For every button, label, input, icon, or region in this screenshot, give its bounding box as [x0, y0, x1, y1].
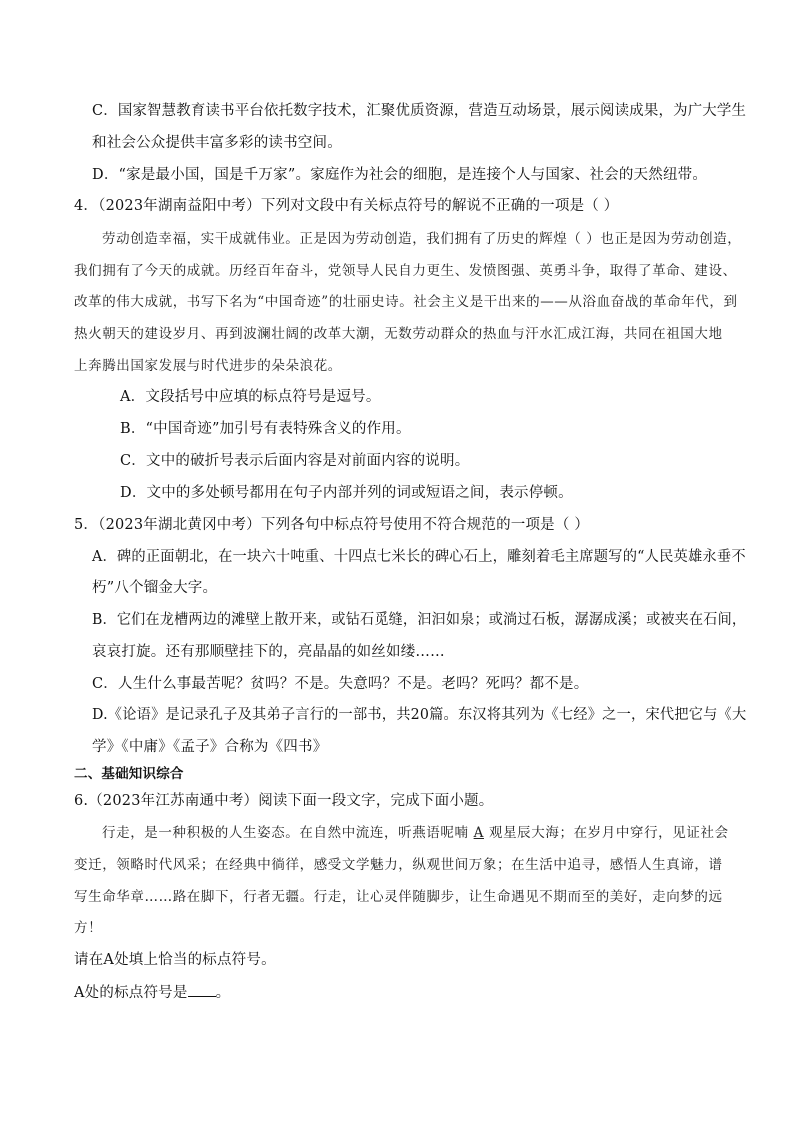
- q6-passage-text: 行走，是一种积极的人生姿态。在自然中流连，听燕语呢喃: [102, 825, 469, 841]
- q6-answer-end: 。: [215, 985, 231, 1001]
- q4-passage-line: 热火朝天的建设岁月、再到波澜壮阔的改革大潮，无数劳动群众的热血与汗水汇成江海，共同在祖国大地: [74, 326, 723, 342]
- section-title: 二、基础知识综合: [74, 766, 184, 782]
- q5-option-c: C．人生什么事最苦呢？贫吗？不是。失意吗？不是。老吗？死吗？都不是。: [92, 676, 589, 692]
- q6-passage-line: 方！: [74, 920, 103, 936]
- q5-option-a-line2: 朽”八个镏金大字。: [92, 580, 218, 596]
- q4-stem: 4．（2023年湖南益阳中考）下列对文段中有关标点符号的解说不正确的一项是（ ）: [74, 198, 619, 214]
- q5-option-d-line2: 学》《中庸》《孟子》合称为《四书》: [92, 739, 328, 755]
- q4-passage-line: 劳动创造幸福，实干成就伟业。正是因为劳动创造，我们拥有了历史的辉煌（ ）也正是因为劳动创造，: [102, 231, 742, 247]
- q4-option-c: C．文中的破折号表示后面内容是对前面内容的说明。: [120, 453, 470, 469]
- q6-passage-line: 写生命华章……路在脚下，行者无疆。行走，让心灵伴随脚步，让生命遇见不期而至的美好，走向梦的远: [74, 889, 723, 905]
- q6-stem: 6.（2023年江苏南通中考）阅读下面一段文字，完成下面小题。: [74, 793, 494, 809]
- q6-passage-text: 观星辰大海；在岁月中穿行，见证社会: [488, 825, 729, 841]
- q5-option-d-line1: D.《论语》是记录孔子及其弟子言行的一部书，共20篇。东汉将其列为《七经》之一，宋代把它与《大: [92, 707, 747, 723]
- q5-stem: 5．（2023年湖北黄冈中考）下列各句中标点符号使用不符合规范的一项是（ ）: [74, 517, 590, 533]
- q6-passage-line1: [102, 823, 729, 843]
- q6-answer-line: [74, 982, 230, 1003]
- q5-option-b-line2: 哀哀打旋。还有那顺壁挂下的，亮晶晶的如丝如缕……: [92, 644, 445, 660]
- q4-passage-line: 改革的伟大成就，书写下名为“中国奇迹”的壮丽史诗。社会主义是干出来的——从浴血奋战的革命年代，到: [74, 294, 738, 310]
- q4-option-a: A．文段括号中应填的标点符号是逗号。: [120, 389, 381, 405]
- q4-option-b: B．“中国奇迹”加引号有表特殊含义的作用。: [120, 421, 411, 437]
- answer-blank[interactable]: [188, 982, 216, 997]
- q6-answer-prompt: A处的标点符号是: [74, 985, 188, 1001]
- q3-option-c-line2: 和社会公众提供丰富多彩的读书空间。: [92, 135, 342, 151]
- q3-option-d: D．“家是最小国，国是千万家”。家庭作为社会的细胞，是连接个人与国家、社会的天然纽带。: [92, 167, 708, 183]
- q4-passage-line: 上奔腾出国家发展与时代进步的朵朵浪花。: [74, 358, 342, 374]
- q6-mark-a: A: [473, 825, 484, 841]
- q6-passage-line: 变迁，领略时代风采；在经典中徜徉，感受文学魅力，纵观世间万象；在生活中追寻，感悟人生真谛，谱: [74, 857, 723, 873]
- q4-option-d: D．文中的多处顿号都用在句子内部并列的词或短语之间，表示停顿。: [120, 485, 573, 501]
- q4-passage-line: 我们拥有了今天的成就。历经百年奋斗，党领导人民自力更生、发愤图强、英勇斗争，取得了革命、建设、: [74, 263, 737, 279]
- q6-instruction: 请在A处填上恰当的标点符号。: [74, 952, 276, 968]
- q3-option-c-line1: C．国家智慧教育读书平台依托数字技术，汇聚优质资源，营造互动场景，展示阅读成果，为广大学生: [92, 103, 747, 119]
- q5-option-b-line1: B．它们在龙槽两边的滩壁上散开来，或钻石觅缝，汩汩如泉；或淌过石板，潺潺成溪；或被夹在石间，: [92, 612, 747, 628]
- q5-option-a-line1: A．碑的正面朝北，在一块六十吨重、十四点七米长的碑心石上，雕刻着毛主席题写的“人民英雄永垂不: [92, 549, 746, 565]
